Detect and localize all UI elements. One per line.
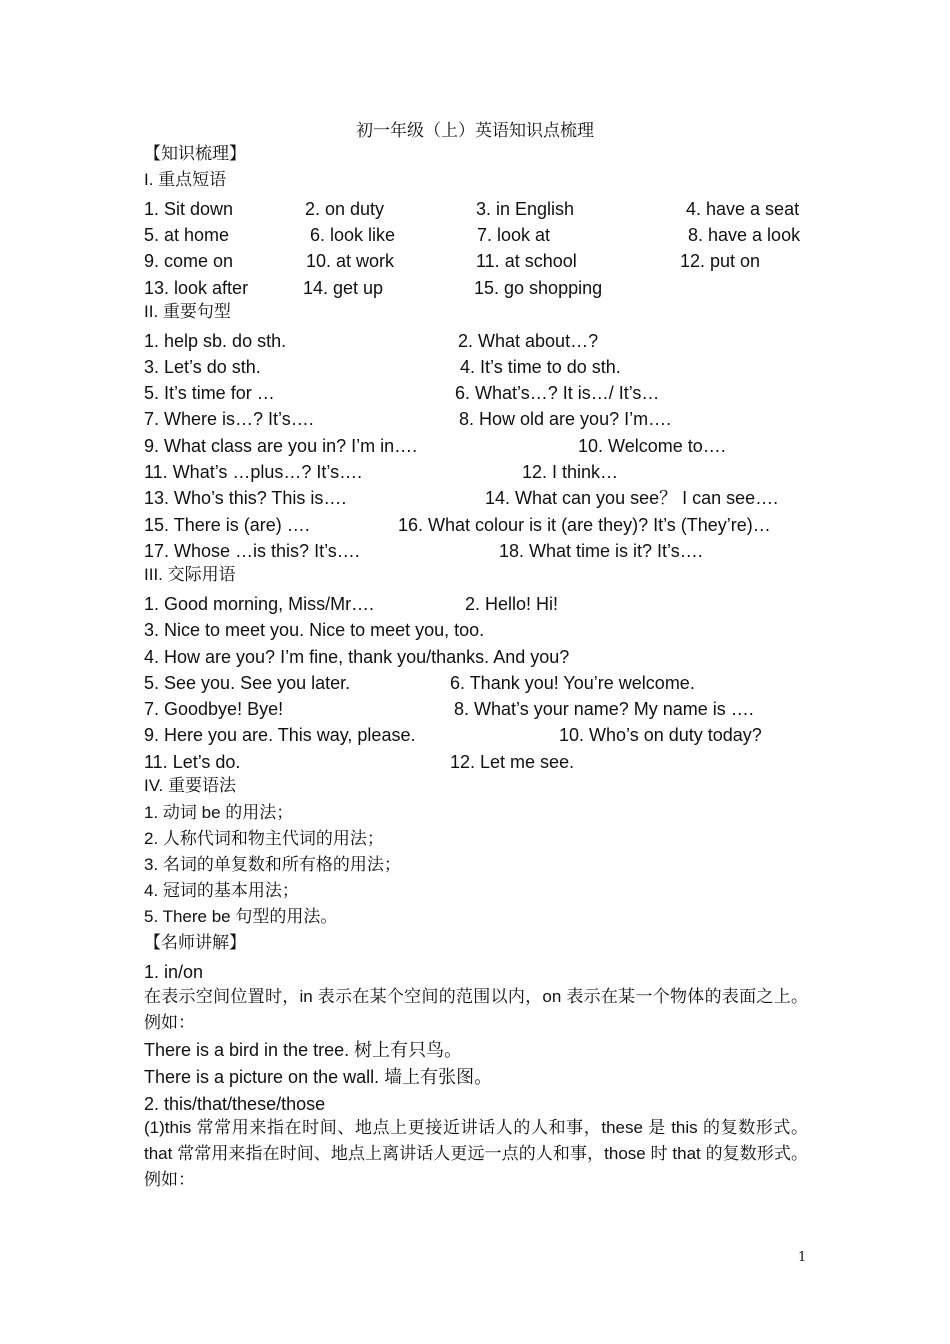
- expression-item: 11. Let’s do.: [144, 752, 241, 772]
- sentence-item: 6. What’s…? It is…/ It’s…: [455, 383, 660, 403]
- sentence-item: 2. What about…?: [458, 331, 599, 351]
- phrase-item: 13. look after: [144, 278, 249, 298]
- phrase-item: 8. have a look: [688, 225, 801, 245]
- grammar-item: 4. 冠词的基本用法；: [144, 881, 299, 900]
- phrase-item: 9. come on: [144, 251, 234, 271]
- expression-item: 9. Here you are. This way, please.: [144, 725, 416, 745]
- page-title: 初一年级（上）英语知识点梳理: [356, 121, 594, 141]
- heading-key-phrases: I. 重点短语: [144, 170, 227, 189]
- sentence-item: 5. It’s time for …: [144, 383, 275, 403]
- phrase-item: 3. in English: [476, 199, 575, 219]
- grammar-item: 1. 动词 be 的用法；: [144, 803, 294, 822]
- sentence-item: 17. Whose …is this? It’s….: [144, 541, 360, 561]
- note-paragraph-demonstratives: (1)this 常常用来指在时间、地点上更接近讲话人的人和事，these 是 this 的复数形式。that 常常用来指在时间、地点上离讲话人更远一点的人和事，those 时 that 的复数形式。例如：: [144, 1118, 808, 1189]
- note-paragraph-in-on: 在表示空间位置时，in 表示在某个空间的范围以内，on 表示在某一个物体的表面之上。例如：: [144, 987, 808, 1032]
- sentence-item: 12. I think…: [522, 462, 619, 482]
- heading-key-sentences: II. 重要句型: [144, 302, 231, 321]
- sentence-item: 10. Welcome to….: [578, 436, 726, 456]
- section-heading-teacher: 【名师讲解】: [144, 933, 246, 953]
- sentence-item: 4. It’s time to do sth.: [460, 357, 621, 377]
- note-heading-demonstratives: 2. this/that/these/those: [144, 1094, 326, 1114]
- phrase-item: 10. at work: [306, 251, 395, 271]
- expression-item: 10. Who’s on duty today?: [559, 725, 762, 745]
- sentence-item: 11. What’s …plus…? It’s….: [144, 462, 363, 482]
- phrase-item: 14. get up: [303, 278, 384, 298]
- sentence-item: 7. Where is…? It’s….: [144, 409, 314, 429]
- sentence-item: 8. How old are you? I’m….: [459, 409, 672, 429]
- sentence-item: 9. What class are you in? I’m in….: [144, 436, 418, 456]
- expression-item: 2. Hello! Hi!: [465, 594, 559, 614]
- expression-item: 6. Thank you! You’re welcome.: [450, 673, 695, 693]
- example-sentence: There is a picture on the wall. 墙上有张图。: [144, 1067, 493, 1087]
- phrase-item: 5. at home: [144, 225, 230, 245]
- page-number: 1: [798, 1250, 807, 1265]
- heading-grammar: IV. 重要语法: [144, 776, 236, 795]
- grammar-item: 5. There be 句型的用法。: [144, 907, 338, 926]
- phrase-item: 12. put on: [680, 251, 761, 271]
- phrase-item: 6. look like: [310, 225, 396, 245]
- expression-item: 7. Goodbye! Bye!: [144, 699, 284, 719]
- phrase-item: 2. on duty: [305, 199, 385, 219]
- grammar-item: 2. 人称代词和物主代词的用法；: [144, 829, 384, 848]
- sentence-item: 14. What can you see？ I can see….: [485, 488, 779, 508]
- example-sentence: There is a bird in the tree. 树上有只鸟。: [144, 1040, 463, 1060]
- sentence-item: 3. Let’s do sth.: [144, 357, 261, 377]
- expression-item: 5. See you. See you later.: [144, 673, 351, 693]
- sentence-item: 1. help sb. do sth.: [144, 331, 287, 351]
- heading-communication: III. 交际用语: [144, 565, 236, 584]
- expression-item: 4. How are you? I’m fine, thank you/thanks. And you?: [144, 647, 570, 667]
- phrase-item: 1. Sit down: [144, 199, 234, 219]
- expression-item: 8. What’s your name? My name is ….: [454, 699, 754, 719]
- expression-item: 3. Nice to meet you. Nice to meet you, too.: [144, 620, 485, 640]
- grammar-item: 3. 名词的单复数和所有格的用法；: [144, 855, 401, 874]
- phrase-item: 15. go shopping: [474, 278, 603, 298]
- sentence-item: 16. What colour is it (are they)? It’s (They’re)…: [398, 515, 771, 535]
- expression-item: 1. Good morning, Miss/Mr….: [144, 594, 375, 614]
- note-heading-in-on: 1. in/on: [144, 962, 204, 982]
- section-heading-knowledge: 【知识梳理】: [144, 144, 246, 164]
- sentence-item: 18. What time is it? It’s….: [499, 541, 703, 561]
- phrase-item: 11. at school: [476, 251, 577, 271]
- sentence-item: 15. There is (are) ….: [144, 515, 310, 535]
- sentence-item: 13. Who’s this? This is….: [144, 488, 347, 508]
- phrase-item: 4. have a seat: [686, 199, 800, 219]
- expression-item: 12. Let me see.: [450, 752, 575, 772]
- phrase-item: 7. look at: [477, 225, 551, 245]
